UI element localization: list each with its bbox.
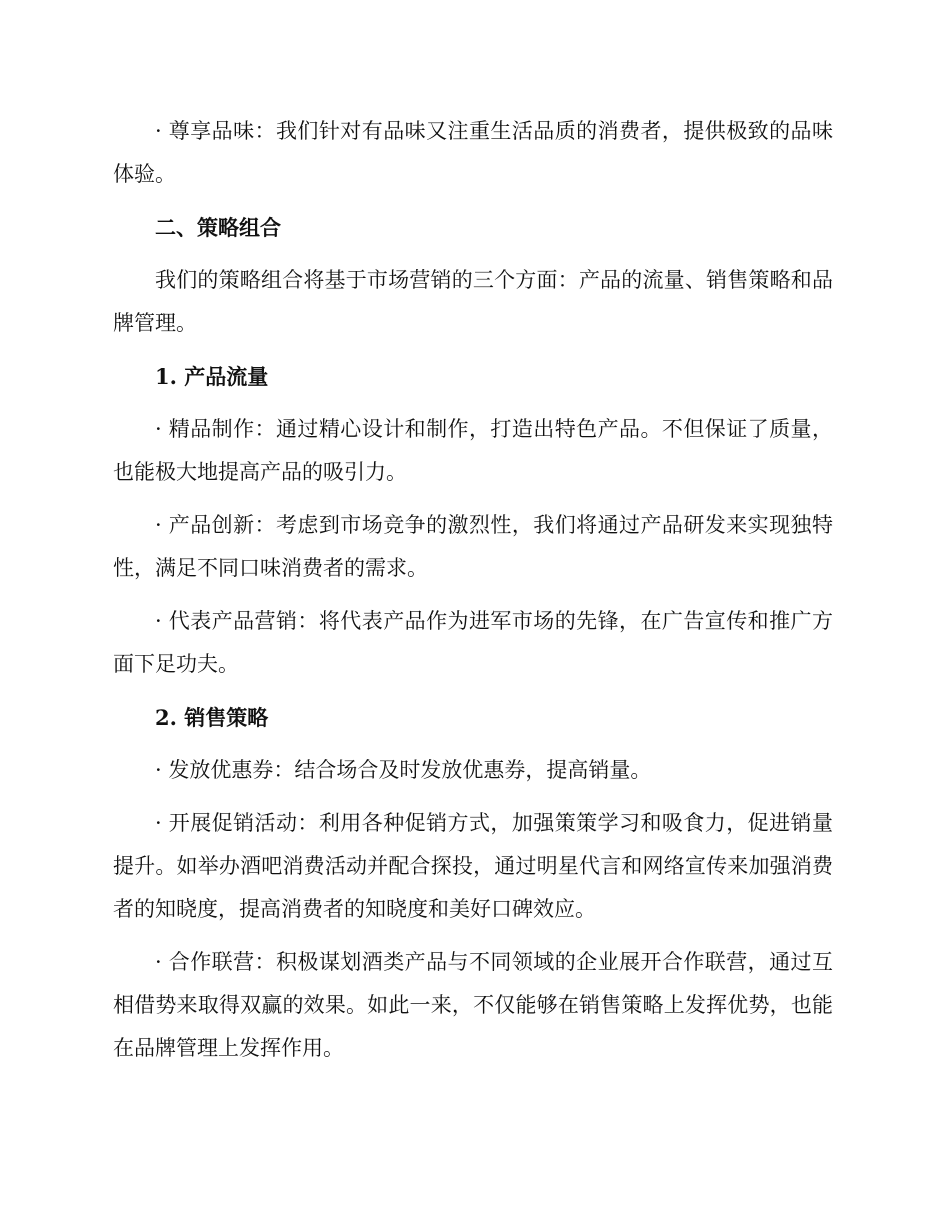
paragraph-product-innovation: · 产品创新：考虑到市场竞争的激烈性，我们将通过产品研发来实现独特性，满足不同口味消费者的需求。 <box>113 513 833 580</box>
paragraph-coupons: · 发放优惠券：结合场合及时发放优惠券，提高销量。 <box>155 758 652 782</box>
paragraph-promotions: · 开展促销活动：利用各种促销方式，加强策策学习和吸食力，促进销量提升。如举办酒吧消费活动并配合探投，通过明星代言和网络宣传来加强消费者的知晓度，提高消费者的知晓度和美好口碑效应。 <box>113 811 833 921</box>
document-body <box>113 110 833 1070</box>
subheading-product-flow: 1. 产品流量 <box>155 364 269 389</box>
paragraph-fine-production: · 精品制作：通过精心设计和制作，打造出特色产品。不但保证了质量，也能极大地提高产品的吸引力。 <box>113 417 833 484</box>
subheading-sales-strategy: 2. 销售策略 <box>155 705 269 730</box>
section-heading-strategy-mix: 二、策略组合 <box>155 215 281 240</box>
paragraph-joint-operation: · 合作联营：积极谋划酒类产品与不同领域的企业展开合作联营，通过互相借势来取得双赢的效果。如此一来，不仅能够在销售策略上发挥优势，也能在品牌管理上发挥作用。 <box>113 950 833 1060</box>
paragraph-premium-taste: · 尊享品味：我们针对有品味又注重生活品质的消费者，提供极致的品味体验。 <box>113 119 833 186</box>
paragraph-strategy-intro: 我们的策略组合将基于市场营销的三个方面：产品的流量、销售策略和品牌管理。 <box>113 268 833 335</box>
paragraph-flagship-marketing: · 代表产品营销：将代表产品作为进军市场的先锋，在广告宣传和推广方面下足功夫。 <box>113 609 833 676</box>
